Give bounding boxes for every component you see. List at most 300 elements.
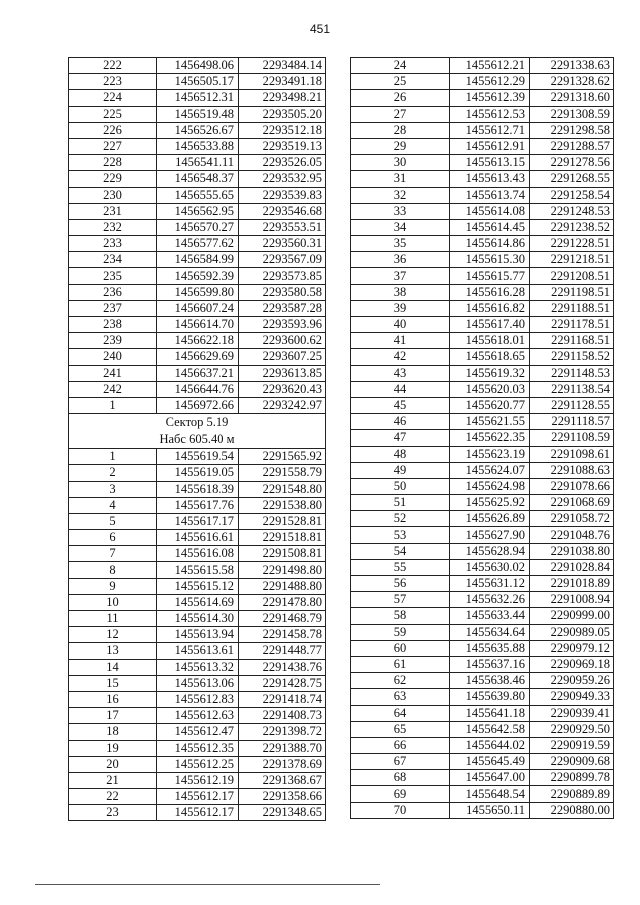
coordinate-x: 1455639.80 — [450, 689, 530, 705]
coordinate-y: 2291528.81 — [239, 513, 326, 529]
table-row — [351, 705, 614, 721]
coordinate-x: 1455612.19 — [157, 772, 239, 788]
coordinate-y: 2291088.63 — [530, 462, 614, 478]
coordinate-x: 1455612.35 — [157, 740, 239, 756]
table-row — [351, 90, 614, 106]
coordinate-y: 2293613.85 — [239, 365, 326, 381]
coordinate-y: 2291168.51 — [530, 333, 614, 349]
coordinate-y: 2293600.62 — [239, 333, 326, 349]
coordinate-y: 2293580.58 — [239, 284, 326, 300]
coordinate-x: 1455612.17 — [157, 805, 239, 821]
coordinate-x: 1455647.00 — [450, 770, 530, 786]
point-number: 33 — [351, 203, 450, 219]
coordinate-x: 1456541.11 — [157, 155, 239, 171]
left-bottom-rows — [69, 449, 326, 821]
table-row — [69, 691, 326, 707]
coordinate-y: 2291328.62 — [530, 74, 614, 90]
point-number: 237 — [69, 300, 157, 316]
table-row — [69, 397, 326, 413]
point-number: 240 — [69, 349, 157, 365]
coordinate-y: 2291518.81 — [239, 530, 326, 546]
coordinate-x: 1455612.47 — [157, 724, 239, 740]
coordinate-x: 1455644.02 — [450, 737, 530, 753]
point-number: 34 — [351, 219, 450, 235]
table-row — [69, 58, 326, 74]
point-number: 39 — [351, 300, 450, 316]
coordinate-x: 1455617.76 — [157, 497, 239, 513]
coordinate-x: 1456498.06 — [157, 58, 239, 74]
point-number: 35 — [351, 236, 450, 252]
coordinate-y: 2291288.57 — [530, 138, 614, 154]
table-row — [69, 481, 326, 497]
coordinate-x: 1455623.19 — [450, 446, 530, 462]
coordinate-x: 1455612.63 — [157, 708, 239, 724]
coordinate-x: 1456644.76 — [157, 381, 239, 397]
table-row — [69, 627, 326, 643]
coordinate-y: 2291565.92 — [239, 449, 326, 465]
coordinate-y: 2291188.51 — [530, 300, 614, 316]
point-number: 227 — [69, 138, 157, 154]
table-row — [69, 789, 326, 805]
coordinate-x: 1456562.95 — [157, 203, 239, 219]
coordinate-x: 1455614.45 — [450, 219, 530, 235]
coordinate-y: 2290959.26 — [530, 673, 614, 689]
point-number: 62 — [351, 673, 450, 689]
coordinate-x: 1455613.94 — [157, 627, 239, 643]
coordinate-x: 1455619.54 — [157, 449, 239, 465]
coordinate-y: 2293505.20 — [239, 106, 326, 122]
coordinate-y: 2293546.68 — [239, 203, 326, 219]
coordinate-y: 2291308.59 — [530, 106, 614, 122]
table-row — [69, 497, 326, 513]
table-row — [351, 333, 614, 349]
table-row — [351, 236, 614, 252]
point-number: 228 — [69, 155, 157, 171]
section-header — [69, 414, 326, 449]
coordinate-y: 2291068.69 — [530, 495, 614, 511]
coordinate-y: 2293560.31 — [239, 236, 326, 252]
coordinate-y: 2293519.13 — [239, 138, 326, 154]
point-number: 21 — [69, 772, 157, 788]
left-top-rows — [69, 58, 326, 414]
coordinate-y: 2291348.65 — [239, 805, 326, 821]
coordinate-y: 2290929.50 — [530, 721, 614, 737]
point-number: 38 — [351, 284, 450, 300]
point-number: 9 — [69, 578, 157, 594]
table-row — [351, 300, 614, 316]
table-row — [351, 495, 614, 511]
table-row — [351, 106, 614, 122]
coordinate-x: 1455621.55 — [450, 414, 530, 430]
coordinate-y: 2291048.76 — [530, 527, 614, 543]
table-row — [69, 333, 326, 349]
point-number: 41 — [351, 333, 450, 349]
coordinate-y: 2291118.57 — [530, 414, 614, 430]
point-number: 223 — [69, 74, 157, 90]
coordinate-y: 2293539.83 — [239, 187, 326, 203]
coordinate-x: 1456526.67 — [157, 122, 239, 138]
coordinate-y: 2291498.80 — [239, 562, 326, 578]
table-row — [351, 187, 614, 203]
section-height: Набс 605.40 м — [159, 432, 235, 447]
coordinate-y: 2293491.18 — [239, 74, 326, 90]
table-row — [351, 430, 614, 446]
point-number: 45 — [351, 397, 450, 413]
table-row — [69, 449, 326, 465]
coordinate-x: 1455619.05 — [157, 465, 239, 481]
table-row — [69, 349, 326, 365]
table-row — [351, 349, 614, 365]
coordinate-y: 2293593.96 — [239, 317, 326, 333]
point-number: 48 — [351, 446, 450, 462]
coordinate-x: 1455645.49 — [450, 754, 530, 770]
coordinate-x: 1455626.89 — [450, 511, 530, 527]
coordinate-y: 2290899.78 — [530, 770, 614, 786]
coordinate-x: 1455613.61 — [157, 643, 239, 659]
coordinate-y: 2290949.33 — [530, 689, 614, 705]
coordinate-y: 2291028.84 — [530, 559, 614, 575]
coordinate-y: 2293532.95 — [239, 171, 326, 187]
coordinate-x: 1455616.61 — [157, 530, 239, 546]
point-number: 46 — [351, 414, 450, 430]
coordinate-y: 2291478.80 — [239, 594, 326, 610]
table-row — [69, 643, 326, 659]
point-number: 11 — [69, 611, 157, 627]
point-number: 32 — [351, 187, 450, 203]
point-number: 44 — [351, 381, 450, 397]
table-row — [351, 576, 614, 592]
coordinate-y: 2291228.51 — [530, 236, 614, 252]
table-row — [351, 640, 614, 656]
coordinate-y: 2291018.89 — [530, 576, 614, 592]
coordinate-x: 1455613.15 — [450, 155, 530, 171]
point-number: 3 — [69, 481, 157, 497]
coordinate-x: 1455612.21 — [450, 58, 530, 74]
coordinate-x: 1456622.18 — [157, 333, 239, 349]
coordinate-y: 2291418.74 — [239, 691, 326, 707]
table-row — [69, 219, 326, 235]
table-row — [69, 381, 326, 397]
table-row — [69, 708, 326, 724]
coordinate-y: 2291408.73 — [239, 708, 326, 724]
table-row — [351, 543, 614, 559]
coordinate-y: 2291038.80 — [530, 543, 614, 559]
table-row — [351, 446, 614, 462]
coordinate-x: 1455630.02 — [450, 559, 530, 575]
coordinate-y: 2293553.51 — [239, 219, 326, 235]
coordinate-x: 1455612.53 — [450, 106, 530, 122]
coordinate-x: 1455613.32 — [157, 659, 239, 675]
point-number: 43 — [351, 365, 450, 381]
coordinate-y: 2291558.79 — [239, 465, 326, 481]
point-number: 65 — [351, 721, 450, 737]
table-row — [351, 770, 614, 786]
coordinates-table-right — [350, 57, 614, 819]
table-row — [351, 203, 614, 219]
point-number: 61 — [351, 656, 450, 672]
table-row — [351, 673, 614, 689]
table-row — [351, 58, 614, 74]
point-number: 50 — [351, 478, 450, 494]
table-row — [351, 414, 614, 430]
coordinate-x: 1455627.90 — [450, 527, 530, 543]
coordinate-x: 1455612.71 — [450, 122, 530, 138]
table-row — [69, 236, 326, 252]
footer-line — [35, 884, 380, 885]
point-number: 54 — [351, 543, 450, 559]
point-number: 27 — [351, 106, 450, 122]
table-row — [351, 462, 614, 478]
point-number: 42 — [351, 349, 450, 365]
section-header-row — [69, 414, 326, 449]
point-number: 7 — [69, 546, 157, 562]
coordinate-x: 1456972.66 — [157, 397, 239, 413]
point-number: 68 — [351, 770, 450, 786]
coordinate-x: 1455616.08 — [157, 546, 239, 562]
point-number: 238 — [69, 317, 157, 333]
coordinate-x: 1455615.30 — [450, 252, 530, 268]
coordinate-x: 1456570.27 — [157, 219, 239, 235]
point-number: 235 — [69, 268, 157, 284]
table-row — [351, 138, 614, 154]
table-row — [69, 122, 326, 138]
coordinate-x: 1455612.91 — [450, 138, 530, 154]
coordinate-y: 2291548.80 — [239, 481, 326, 497]
table-row — [69, 513, 326, 529]
coordinate-x: 1455620.77 — [450, 397, 530, 413]
coordinate-x: 1456637.21 — [157, 365, 239, 381]
table-row — [351, 397, 614, 413]
table-row — [351, 365, 614, 381]
coordinate-x: 1456592.39 — [157, 268, 239, 284]
table-row — [69, 268, 326, 284]
coordinate-y: 2291258.54 — [530, 187, 614, 203]
coordinate-x: 1455620.03 — [450, 381, 530, 397]
coordinate-y: 2291128.55 — [530, 397, 614, 413]
coordinate-x: 1455624.98 — [450, 478, 530, 494]
coordinate-y: 2293242.97 — [239, 397, 326, 413]
table-row — [69, 594, 326, 610]
coordinate-x: 1455612.25 — [157, 756, 239, 772]
point-number: 60 — [351, 640, 450, 656]
point-number: 66 — [351, 737, 450, 753]
point-number: 23 — [69, 805, 157, 821]
table-row — [69, 546, 326, 562]
point-number: 59 — [351, 624, 450, 640]
point-number: 19 — [69, 740, 157, 756]
coordinate-y: 2293587.28 — [239, 300, 326, 316]
coordinate-x: 1455614.86 — [450, 236, 530, 252]
table-row — [69, 578, 326, 594]
coordinate-x: 1455613.74 — [450, 187, 530, 203]
coordinate-y: 2290999.00 — [530, 608, 614, 624]
table-row — [351, 608, 614, 624]
coordinate-y: 2293498.21 — [239, 90, 326, 106]
table-row — [69, 805, 326, 821]
table-row — [69, 155, 326, 171]
coordinate-y: 2291368.67 — [239, 772, 326, 788]
coordinate-y: 2291358.66 — [239, 789, 326, 805]
table-row — [69, 365, 326, 381]
right-rows — [351, 58, 614, 819]
coordinate-x: 1455616.82 — [450, 300, 530, 316]
table-row — [69, 562, 326, 578]
point-number: 56 — [351, 576, 450, 592]
coordinate-y: 2291248.53 — [530, 203, 614, 219]
coordinate-x: 1455612.29 — [450, 74, 530, 90]
point-number: 24 — [351, 58, 450, 74]
table-row — [351, 122, 614, 138]
point-number: 18 — [69, 724, 157, 740]
coordinate-y: 2291208.51 — [530, 268, 614, 284]
coordinate-x: 1455614.30 — [157, 611, 239, 627]
table-row — [351, 737, 614, 753]
table-row — [69, 74, 326, 90]
coordinate-x: 1455632.26 — [450, 592, 530, 608]
table-row — [351, 656, 614, 672]
table-row — [351, 219, 614, 235]
coordinate-x: 1455650.11 — [450, 802, 530, 818]
coordinate-x: 1456577.62 — [157, 236, 239, 252]
table-row — [69, 465, 326, 481]
coordinate-x: 1455618.65 — [450, 349, 530, 365]
point-number: 25 — [351, 74, 450, 90]
coordinate-x: 1455612.39 — [450, 90, 530, 106]
point-number: 52 — [351, 511, 450, 527]
point-number: 242 — [69, 381, 157, 397]
table-row — [69, 300, 326, 316]
coordinate-y: 2291238.52 — [530, 219, 614, 235]
coordinate-x: 1455614.69 — [157, 594, 239, 610]
table-row — [351, 155, 614, 171]
coordinate-y: 2291158.52 — [530, 349, 614, 365]
coordinate-x: 1455624.07 — [450, 462, 530, 478]
coordinate-x: 1455615.77 — [450, 268, 530, 284]
point-number: 236 — [69, 284, 157, 300]
coordinate-x: 1455625.92 — [450, 495, 530, 511]
coordinate-y: 2291488.80 — [239, 578, 326, 594]
table-row — [351, 74, 614, 90]
coordinate-x: 1456512.31 — [157, 90, 239, 106]
coordinate-x: 1456533.88 — [157, 138, 239, 154]
coordinate-y: 2290889.89 — [530, 786, 614, 802]
table-row — [69, 284, 326, 300]
coordinate-x: 1455635.88 — [450, 640, 530, 656]
coordinate-y: 2291298.58 — [530, 122, 614, 138]
table-row — [69, 659, 326, 675]
table-row — [69, 740, 326, 756]
coordinate-y: 2291198.51 — [530, 284, 614, 300]
coordinate-y: 2293573.85 — [239, 268, 326, 284]
coordinate-y: 2291398.72 — [239, 724, 326, 740]
coordinate-y: 2290989.05 — [530, 624, 614, 640]
coordinate-x: 1455633.44 — [450, 608, 530, 624]
point-number: 232 — [69, 219, 157, 235]
point-number: 222 — [69, 58, 157, 74]
coordinate-y: 2291428.75 — [239, 675, 326, 691]
coordinate-x: 1455637.16 — [450, 656, 530, 672]
point-number: 12 — [69, 627, 157, 643]
section-cell — [69, 414, 326, 449]
point-number: 225 — [69, 106, 157, 122]
coordinate-x: 1455612.83 — [157, 691, 239, 707]
coordinate-y: 2291508.81 — [239, 546, 326, 562]
point-number: 16 — [69, 691, 157, 707]
table-row — [351, 478, 614, 494]
point-number: 69 — [351, 786, 450, 802]
point-number: 29 — [351, 138, 450, 154]
point-number: 6 — [69, 530, 157, 546]
table-row — [69, 187, 326, 203]
coordinate-y: 2291468.79 — [239, 611, 326, 627]
coordinate-y: 2291278.56 — [530, 155, 614, 171]
coordinate-x: 1456607.24 — [157, 300, 239, 316]
point-number: 22 — [69, 789, 157, 805]
table-row — [69, 611, 326, 627]
table-row — [69, 756, 326, 772]
point-number: 241 — [69, 365, 157, 381]
point-number: 40 — [351, 317, 450, 333]
coordinate-x: 1455617.40 — [450, 317, 530, 333]
table-row — [351, 754, 614, 770]
coordinate-x: 1455631.12 — [450, 576, 530, 592]
table-row — [69, 252, 326, 268]
coordinate-x: 1455628.94 — [450, 543, 530, 559]
coordinate-x: 1455648.54 — [450, 786, 530, 802]
point-number: 63 — [351, 689, 450, 705]
coordinate-y: 2291078.66 — [530, 478, 614, 494]
point-number: 36 — [351, 252, 450, 268]
coordinate-x: 1455613.43 — [450, 171, 530, 187]
point-number: 4 — [69, 497, 157, 513]
coordinate-y: 2291338.63 — [530, 58, 614, 74]
table-row — [351, 527, 614, 543]
page-number: 451 — [309, 22, 331, 36]
point-number: 58 — [351, 608, 450, 624]
coordinate-x: 1455613.06 — [157, 675, 239, 691]
coordinate-x: 1455622.35 — [450, 430, 530, 446]
table-row — [351, 511, 614, 527]
point-number: 20 — [69, 756, 157, 772]
point-number: 1 — [69, 449, 157, 465]
table-row — [69, 317, 326, 333]
table-row — [351, 786, 614, 802]
point-number: 13 — [69, 643, 157, 659]
coordinate-y: 2290939.41 — [530, 705, 614, 721]
point-number: 234 — [69, 252, 157, 268]
coordinate-x: 1455619.32 — [450, 365, 530, 381]
coordinate-y: 2291098.61 — [530, 446, 614, 462]
coordinate-x: 1456555.65 — [157, 187, 239, 203]
table-row — [351, 802, 614, 818]
table-row — [69, 203, 326, 219]
section-title: Сектор 5.19 — [165, 415, 229, 430]
table-row — [69, 171, 326, 187]
coordinate-x: 1456584.99 — [157, 252, 239, 268]
point-number: 28 — [351, 122, 450, 138]
table-row — [69, 724, 326, 740]
table-row — [351, 721, 614, 737]
coordinate-x: 1455615.12 — [157, 578, 239, 594]
coordinate-y: 2290909.68 — [530, 754, 614, 770]
coordinate-x: 1455642.58 — [450, 721, 530, 737]
coordinate-x: 1455617.17 — [157, 513, 239, 529]
coordinate-y: 2291058.72 — [530, 511, 614, 527]
coordinate-x: 1455638.46 — [450, 673, 530, 689]
coordinate-y: 2290880.00 — [530, 802, 614, 818]
point-number: 231 — [69, 203, 157, 219]
coordinate-y: 2291178.51 — [530, 317, 614, 333]
